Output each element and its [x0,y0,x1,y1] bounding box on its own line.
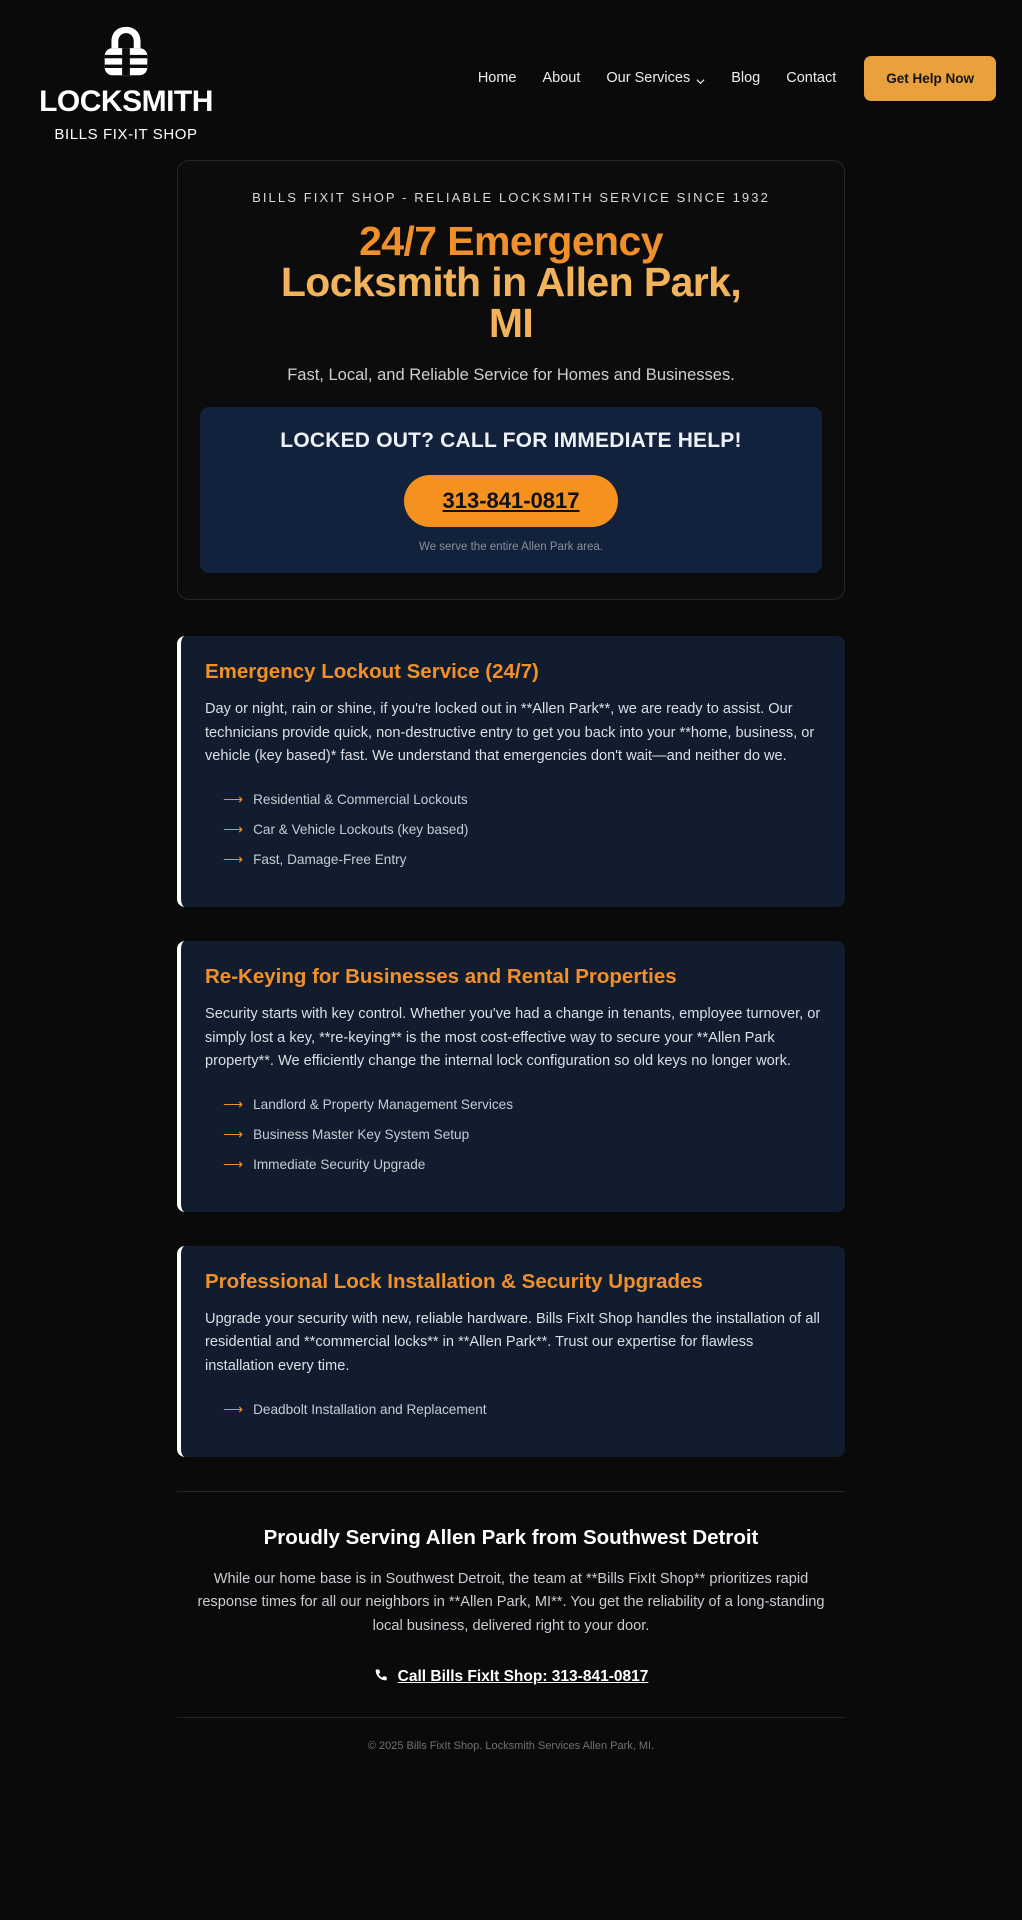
callout-note: We serve the entire Allen Park area. [419,541,603,553]
nav-item-our-services[interactable] [606,70,705,86]
nav-item-about[interactable]: About [542,70,581,86]
list-item-label: Residential & Commercial Lockouts [253,791,468,807]
brand-logo[interactable] [26,13,226,143]
locksmith-lock-icon [93,19,159,85]
service-card [177,636,845,907]
nav-item-blog[interactable]: Blog [731,70,761,86]
service-card-bullets [223,1401,821,1418]
service-card-bullets [223,1096,821,1173]
arrow-right-icon: ⟶ [223,1125,244,1142]
hero-title-line1: 24/7 Emergency [359,218,663,264]
arrow-right-icon: ⟶ [223,790,244,807]
service-card-title: Re-Keying for Businesses and Rental Properties [205,964,677,988]
list-item-label: Deadbolt Installation and Replacement [253,1401,487,1417]
services-list [177,636,845,1457]
nav-item-our-services-label: Our Services [606,70,691,86]
hero-eyebrow: BILLS FIXIT SHOP - RELIABLE LOCKSMITH SERVICE SINCE 1932 [252,190,770,205]
list-item-label: Car & Vehicle Lockouts (key based) [253,821,469,837]
service-card-body: Security starts with key control. Whether you've had a change in tenants, employee turnover, or simply lost a key, **re-keying** is the most cost-effective way to secure your **Allen Park property**. We efficiently change the internal lock configuration so old keys no longer work. [205,1005,821,1070]
emergency-callout [200,407,822,573]
phone-icon [374,1667,389,1687]
nav-item-home[interactable]: Home [477,70,517,86]
list-item [223,1401,821,1418]
list-item-label: Landlord & Property Management Services [253,1096,514,1112]
site-header [0,0,1022,160]
arrow-right-icon: ⟶ [223,1400,244,1417]
list-item [223,851,821,868]
list-item-label: Business Master Key System Setup [253,1126,470,1142]
hero-section [177,160,845,600]
call-shop-link[interactable] [374,1667,649,1687]
list-item [223,1126,821,1143]
list-item-label: Immediate Security Upgrade [253,1156,426,1172]
hero-title-line3: MI [488,300,534,346]
service-card [177,941,845,1212]
page-title [200,218,822,346]
callout-title: LOCKED OUT? CALL FOR IMMEDIATE HELP! [280,429,742,452]
main-nav [478,70,836,86]
phone-call-button[interactable]: 313-841-0817 [404,475,617,527]
site-footer [0,1718,1022,1778]
service-card-body: Upgrade your security with new, reliable hardware. Bills FixIt Shop handles the installation of all residential and **commercial locks** in **Allen Park**. Trust our expertise for flawless installation every time. [205,1310,820,1375]
brand-title: LOCKSMITH [39,85,213,118]
arrow-right-icon: ⟶ [223,1155,244,1172]
local-heading: Proudly Serving Allen Park from Southwest Detroit [263,1525,759,1549]
arrow-right-icon: ⟶ [223,850,244,867]
call-shop-label: Call Bills FixIt Shop: 313-841-0817 [397,1667,649,1685]
brand-subtitle: BILLS FIX-IT SHOP [54,126,198,143]
service-card-body: Day or night, rain or shine, if you're locked out in **Allen Park**, we are ready to assist. Our technicians provide quick, non-destructive entry to get you back into your **home, business, or vehicle (key based)* fast. We understand that emergencies don't wait—and neither do we. [205,701,815,765]
list-item [223,821,821,838]
list-item [223,1156,821,1173]
service-card-bullets [223,791,821,868]
chevron-down-icon [696,74,705,83]
local-body: While our home base is in Southwest Detroit, the team at **Bills FixIt Shop** prioritizes rapid response times for all our neighbors in **Allen Park, MI**. You get the reliability of a long-standing local business, delivered right to your door. [197,1570,825,1635]
nav-item-contact[interactable]: Contact [786,70,837,86]
list-item [223,791,821,808]
list-item [223,1096,821,1113]
get-help-now-button[interactable]: Get Help Now [864,56,996,101]
arrow-right-icon: ⟶ [223,1095,244,1112]
service-card-title: Professional Lock Installation & Security Upgrades [205,1269,703,1293]
hero-subtitle: Fast, Local, and Reliable Service for Homes and Businesses. [287,366,735,384]
list-item-label: Fast, Damage-Free Entry [253,851,407,867]
service-card [177,1246,845,1457]
local-service-section [177,1492,845,1687]
service-card-title: Emergency Lockout Service (24/7) [205,660,539,683]
copyright-text: © 2025 Bills FixIt Shop. Locksmith Services Allen Park, MI. [367,1739,655,1752]
hero-title-line2: Locksmith in Allen Park, [280,259,742,305]
arrow-right-icon: ⟶ [223,820,244,837]
